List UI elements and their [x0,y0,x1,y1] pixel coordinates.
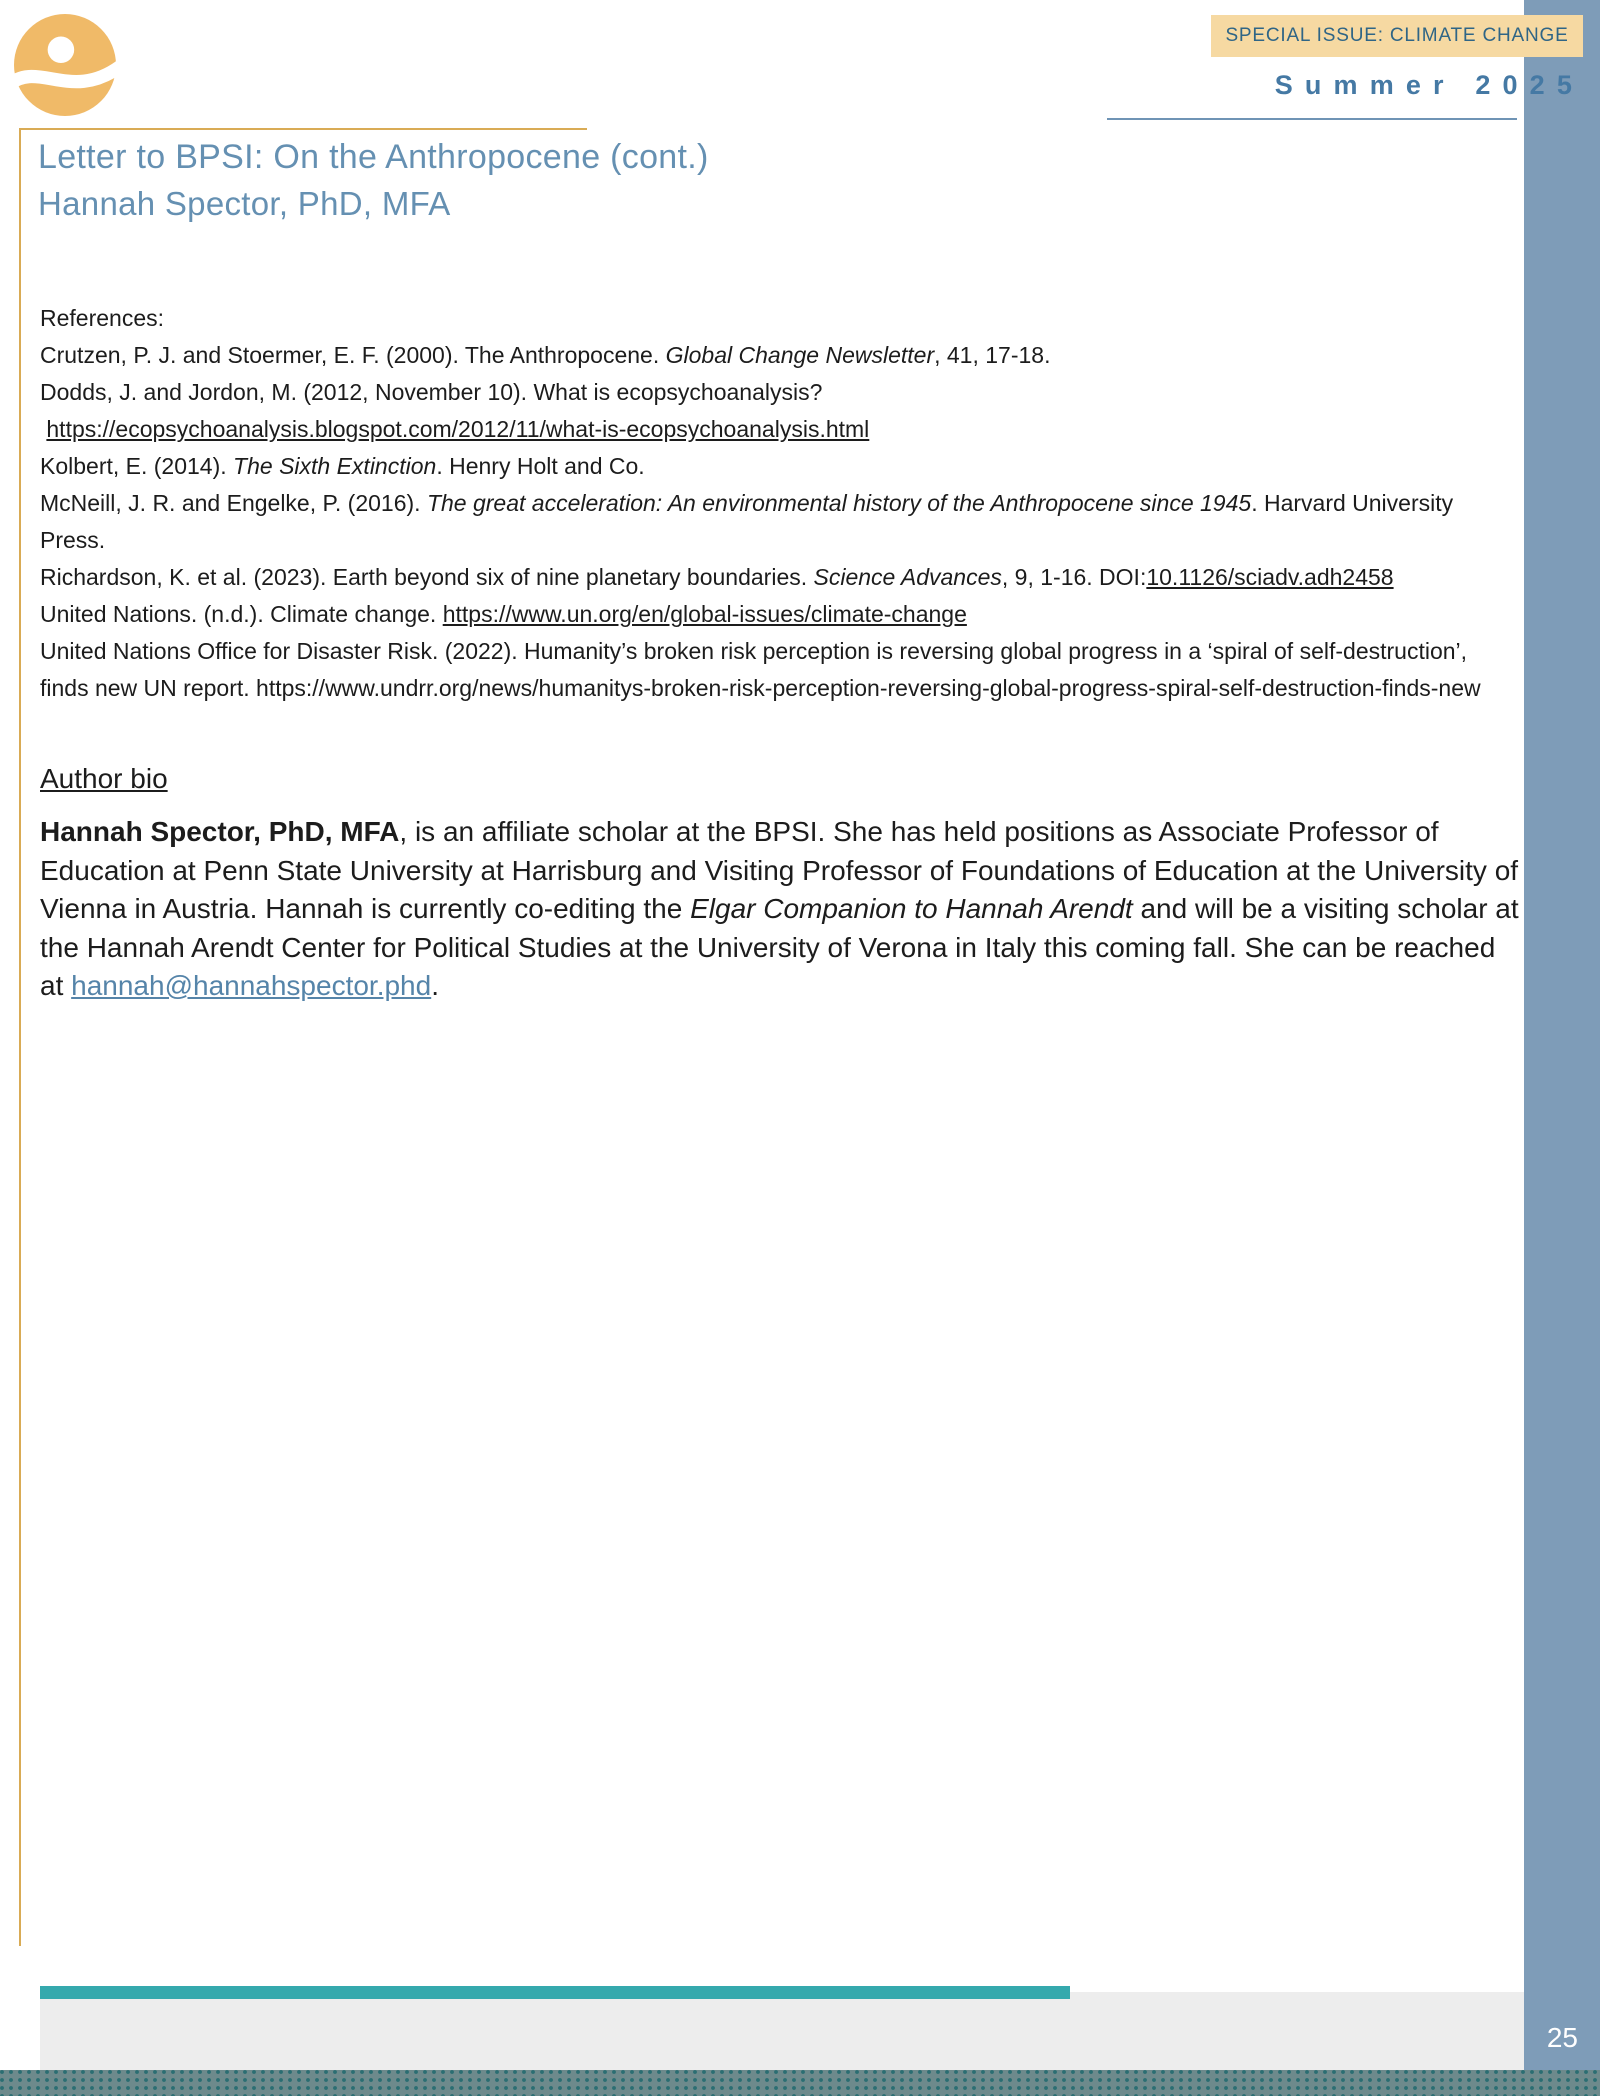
reference-item [40,559,1520,596]
bpsi-logo-icon [14,14,116,116]
reference-link[interactable]: https://www.un.org/en/global-issues/climate-change [442,601,967,627]
text-segment: , 9, 1-16. DOI: [1001,564,1147,590]
author-bio-heading: Author bio [40,763,168,794]
main-content [40,300,1527,1006]
right-sidebar-band [1524,0,1600,2096]
page-number: 25 [1546,2022,1578,2053]
text-segment: Dodds, J. and Jordon, M. (2012, November 10). What is ecopsychoanalysis? [40,379,823,405]
reference-item [40,448,1520,485]
text-segment: Richardson, K. et al. (2023). Earth beyond six of nine planetary boundaries. [40,564,814,590]
text-segment: Crutzen, P. J. and Stoermer, E. F. (2000). The Anthropocene. [40,342,666,368]
text-segment: and will be a visiting scholar at the Hannah Arendt Center for Political Studies at the University of Verona in Italy this coming fall. She can be reached at [40,893,1527,1001]
issue-date: Summer 2025 [1274,70,1584,100]
reference-item [40,411,1520,448]
text-segment: , is an affiliate scholar at the BPSI. She has held positions as Associate Professor of Education at Penn State University at Harrisburg and Visiting Professor of Foundations of Education at the University of Vienna in Austria. Hannah is currently co-editing the [40,816,1526,924]
teal-divider-bar [40,1986,1070,1999]
text-segment: , 41, 17-18. [934,342,1051,368]
text-segment: Kolbert, E. (2014). [40,453,234,479]
reference-item [40,485,1520,559]
references-heading: References: [40,305,165,331]
text-segment: Hannah Spector, PhD, MFA [40,816,400,847]
text-segment: Global Change Newsletter [665,342,935,368]
text-segment: . Henry Holt and Co. [436,453,645,479]
blue-horizontal-rule [1107,118,1517,120]
text-segment: . [431,970,439,1001]
reference-link[interactable]: 10.1126/sciadv.adh2458 [1146,564,1394,590]
text-segment: United Nations. (n.d.). Climate change. [40,601,443,627]
title-block [38,134,1138,226]
text-segment: The great acceleration: An environmental history of the Anthropocene since 1945 [426,490,1252,516]
text-segment: United Nations Office for Disaster Risk. (2022). Humanity’s broken risk perception is reversing global progress in a ‘spiral of self-destruction’, finds new UN report. https://www.undrr.org/news/humanitys-broken-risk-perception-reversing-global-progress-spiral-self-destruction-finds-new [40,638,1481,701]
text-segment: Science Advances [813,564,1002,590]
gold-vertical-rule [19,128,21,1946]
text-segment: McNeill, J. R. and Engelke, P. (2016). [40,490,427,516]
reference-item [40,596,1520,633]
text-segment: . Harvard University Press. [40,490,1460,553]
gold-horizontal-rule [19,128,587,130]
article-title: Letter to BPSI: On the Anthropocene (cont.) [38,138,709,176]
reference-link[interactable]: https://ecopsychoanalysis.blogspot.com/2012/11/what-is-ecopsychoanalysis.html [46,416,870,442]
reference-item [40,337,1520,374]
reference-item [40,374,1520,411]
special-issue-badge: SPECIAL ISSUE: CLIMATE CHANGE [1211,15,1583,57]
bottom-gray-strip [40,1992,1524,2070]
author-bio-paragraph [40,813,1527,1006]
references-list [40,337,1520,707]
text-segment: The Sixth Extinction [233,453,437,479]
email-link[interactable]: hannah@hannahspector.phd [71,970,432,1001]
footer-dotted-bar [0,2070,1600,2096]
article-author: Hannah Spector, PhD, MFA [38,184,451,222]
text-segment: Elgar Companion to Hannah Arendt [690,893,1133,924]
reference-item [40,633,1520,707]
